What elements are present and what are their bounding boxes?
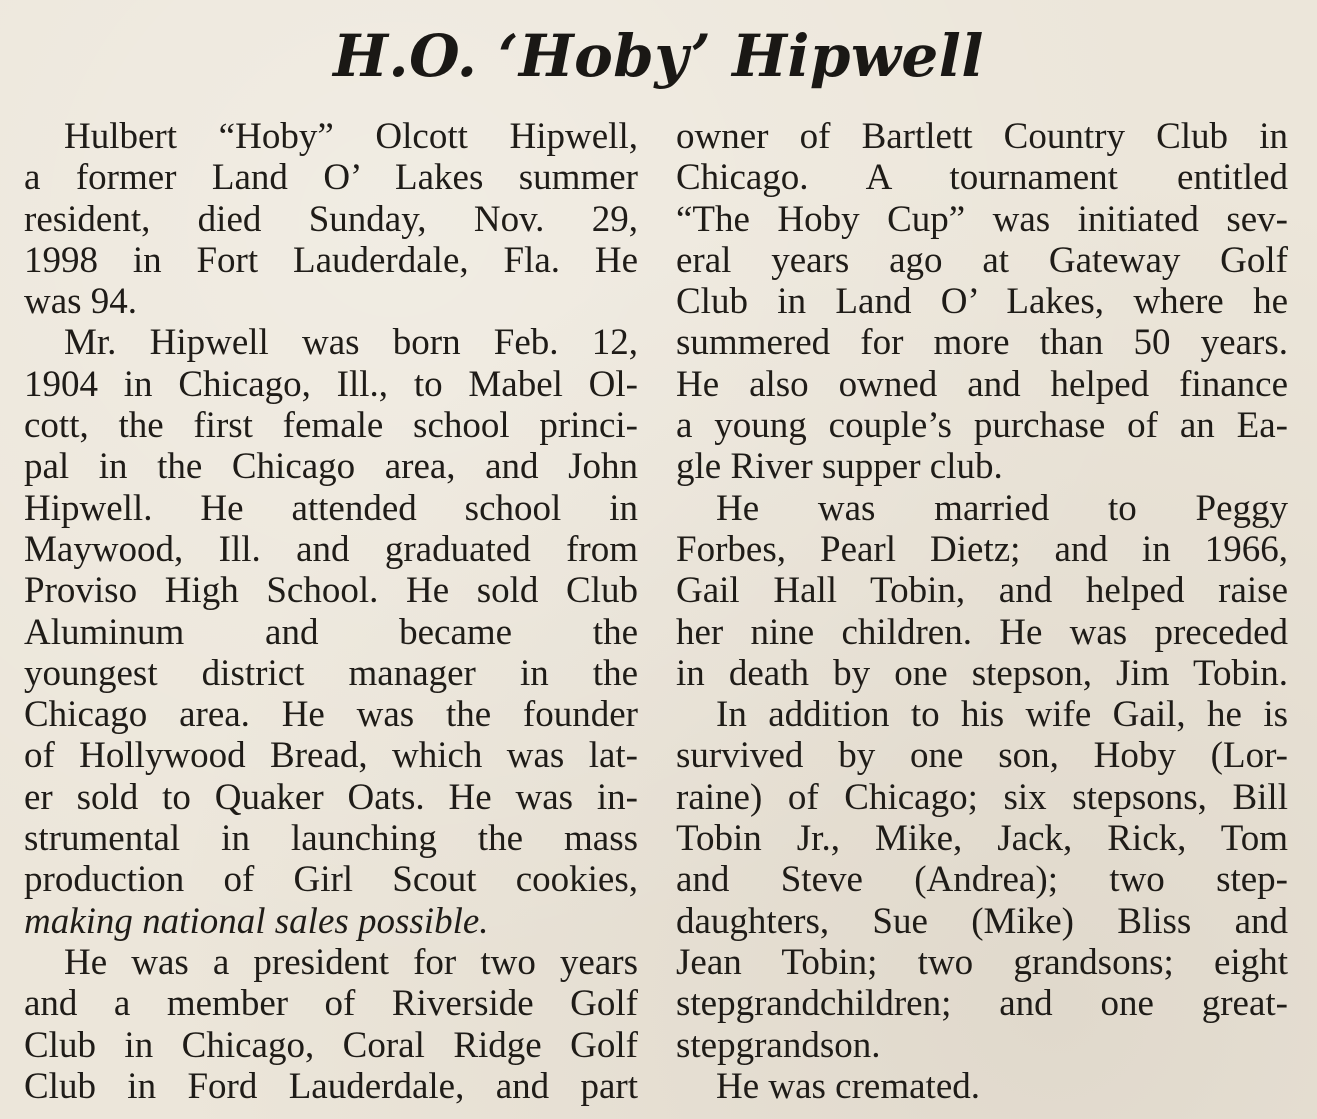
text-line: her nine children. He was preceded [676, 611, 1288, 653]
text-line: Mr. Hipwell was born Feb. 12, [64, 322, 638, 364]
left-column [24, 116, 638, 1107]
text-line: a young couple’s purchase of an Ea- [676, 405, 1288, 447]
text-line: gle River supper club. [676, 446, 1003, 488]
text-line: He also owned and helped finance [676, 363, 1288, 405]
text-line: Forbes, Pearl Dietz; and in 1966, [676, 528, 1288, 570]
text-line: in death by one stepson, Jim Tobin. [676, 652, 1288, 694]
text-line: Chicago area. He was the founder [24, 694, 638, 736]
text-line: He was a president for two years [64, 941, 638, 983]
text-line: er sold to Quaker Oats. He was in- [24, 776, 638, 818]
text-line: eral years ago at Gateway Golf [676, 239, 1288, 281]
right-column [676, 116, 1288, 1107]
text-line: summered for more than 50 years. [676, 322, 1288, 364]
text-line: making national sales possible. [24, 900, 489, 942]
text-line: Tobin Jr., Mike, Jack, Rick, Tom [676, 818, 1288, 860]
text-line: resident, died Sunday, Nov. 29, [24, 198, 638, 240]
text-line: a former Land O’ Lakes summer [24, 157, 638, 199]
text-line: raine) of Chicago; six stepsons, Bill [676, 776, 1288, 818]
text-line: 1904 in Chicago, Ill., to Mabel Ol- [24, 363, 638, 405]
text-line: Jean Tobin; two grandsons; eight [676, 941, 1288, 983]
text-line: stepgrandchildren; and one great- [676, 983, 1288, 1025]
text-line: daughters, Sue (Mike) Bliss and [676, 900, 1288, 942]
text-line: and Steve (Andrea); two step- [676, 859, 1288, 901]
text-line: In addition to his wife Gail, he is [716, 694, 1288, 736]
text-line: strumental in launching the mass [24, 818, 638, 860]
text-line: of Hollywood Bread, which was lat- [24, 735, 638, 777]
text-line: He was cremated. [716, 1065, 981, 1107]
text-line: was 94. [24, 281, 138, 323]
text-line: and a member of Riverside Golf [24, 983, 638, 1025]
text-line: pal in the Chicago area, and John [24, 446, 638, 488]
text-line: youngest district manager in the [24, 652, 638, 694]
text-line: Proviso High School. He sold Club [24, 570, 638, 612]
text-line: Hipwell. He attended school in [24, 487, 638, 529]
text-line: Chicago. A tournament entitled [676, 157, 1288, 199]
text-line: cott, the first female school princi- [24, 405, 638, 447]
text-line: Gail Hall Tobin, and helped raise [676, 570, 1288, 612]
text-line: Maywood, Ill. and graduated from [24, 528, 638, 570]
text-line: owner of Bartlett Country Club in [676, 116, 1288, 157]
headline: H.O. ‘Hoby’ Hipwell [333, 22, 984, 90]
text-line: Club in Chicago, Coral Ridge Golf [24, 1024, 638, 1066]
text-line: Aluminum and became the [24, 611, 638, 653]
text-line: production of Girl Scout cookies, [24, 859, 638, 901]
text-line: “The Hoby Cup” was initiated sev- [676, 198, 1288, 240]
text-line: Hulbert “Hoby” Olcott Hipwell, [64, 116, 638, 157]
text-line: Club in Land O’ Lakes, where he [676, 281, 1288, 323]
text-line: survived by one son, Hoby (Lor- [676, 735, 1288, 777]
text-line: Club in Ford Lauderdale, and part [24, 1065, 638, 1107]
text-line: He was married to Peggy [716, 487, 1288, 529]
text-line: 1998 in Fort Lauderdale, Fla. He [24, 239, 638, 281]
text-line: stepgrandson. [676, 1024, 881, 1066]
